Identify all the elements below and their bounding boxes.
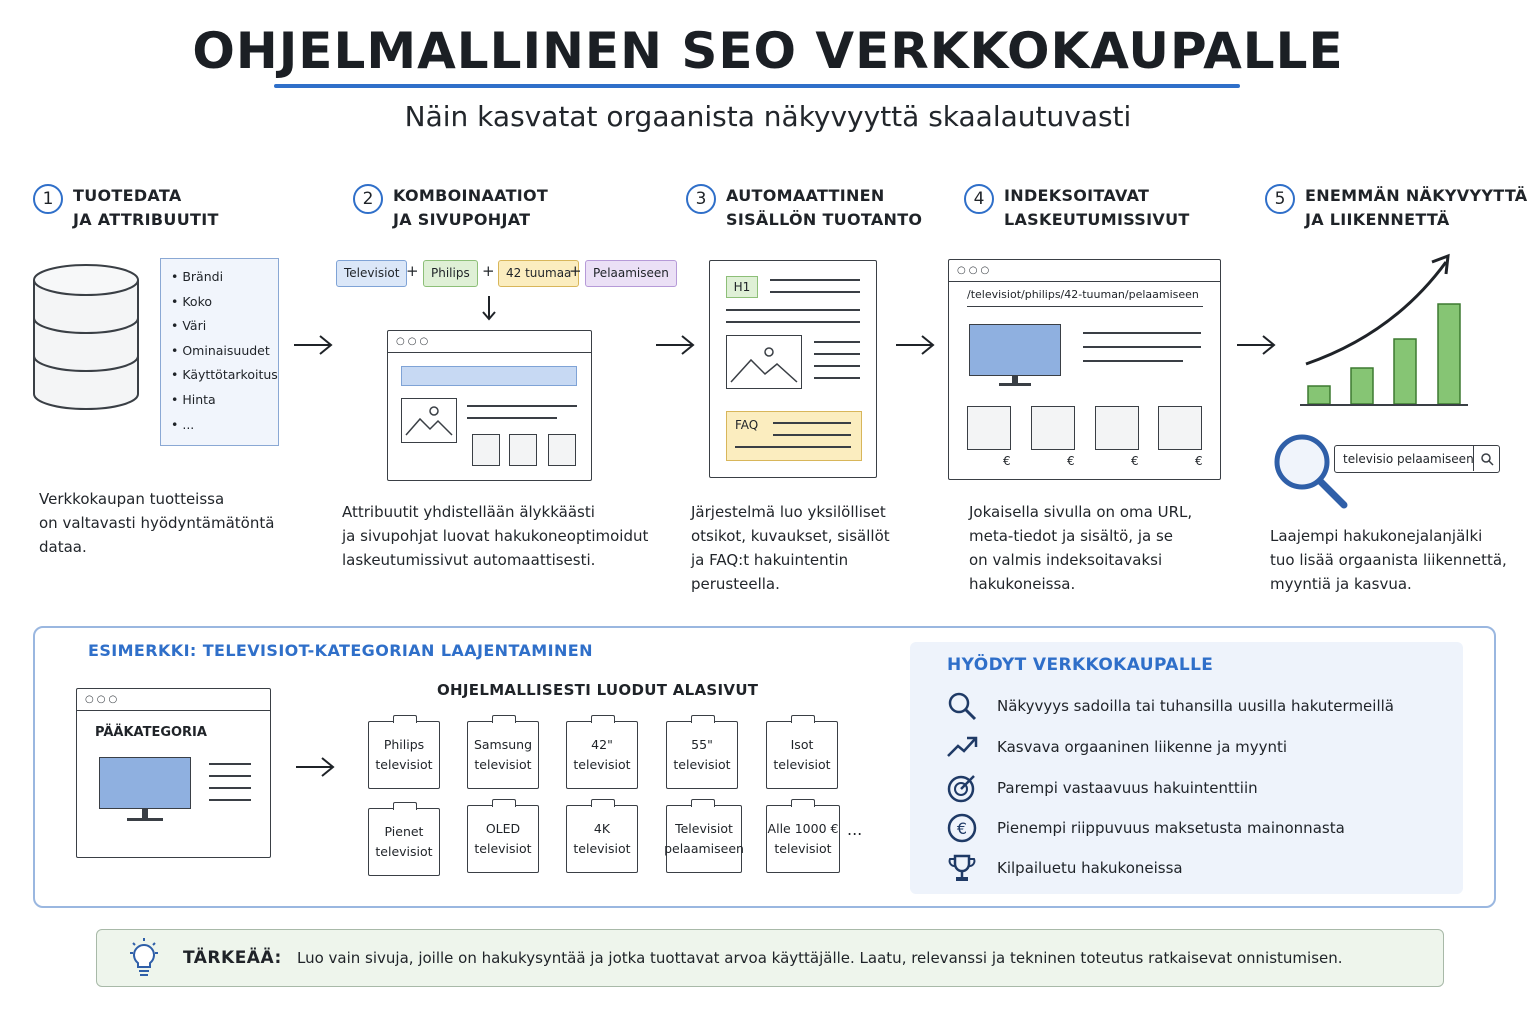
benefit-item: € Pienempi riippuvuus maksetusta mainonnasta bbox=[945, 813, 1345, 843]
step-number: 1 bbox=[33, 184, 63, 214]
search-query: televisio pelaamiseen bbox=[1343, 452, 1474, 466]
plus-sign: + bbox=[406, 262, 419, 280]
folder-item: Pienet televisiot bbox=[368, 808, 440, 876]
price-label: € bbox=[1195, 454, 1203, 468]
content-page-window bbox=[709, 260, 877, 478]
window-dots-icon: ○○○ bbox=[396, 336, 432, 347]
svg-text:€: € bbox=[956, 819, 968, 838]
database-icon bbox=[30, 262, 142, 412]
attribute-item: • Koko bbox=[171, 293, 213, 309]
step-1-description: Verkkokaupan tuotteissa on valtavasti hyödyntämätöntä dataa. bbox=[39, 490, 275, 556]
attribute-item: • Käyttötarkoitus bbox=[171, 367, 278, 383]
step-number: 4 bbox=[964, 184, 994, 214]
price-label: € bbox=[1067, 454, 1075, 468]
step-2-description: Attribuutit yhdistellään älykkäästi ja sivupohjat luovat hakukoneoptimoidut laskeutumissivut automaattisesti. bbox=[342, 503, 649, 569]
target-icon bbox=[946, 772, 978, 804]
ellipsis: ... bbox=[847, 820, 863, 839]
step-number: 2 bbox=[353, 184, 383, 214]
arrow-right-icon bbox=[292, 333, 334, 357]
tip-text: Luo vain sivuja, joille on hakukysyntää ja jotka tuottavat arvoa käyttäjälle. Laatu, relevanssi ja tekninen toteutus ratkaisevat onnistumisen. bbox=[297, 949, 1343, 967]
attribute-list bbox=[160, 258, 279, 446]
step-number: 5 bbox=[1265, 184, 1295, 214]
page-subtitle: Näin kasvatat orgaanista näkyvyyttä skaalautuvasti bbox=[404, 100, 1132, 133]
benefit-item: Näkyvyys sadoilla tai tuhansilla uusilla hakutermeillä bbox=[945, 691, 1394, 721]
step-5-header bbox=[1265, 184, 1528, 232]
image-placeholder-icon bbox=[727, 336, 801, 388]
arrow-down-icon bbox=[480, 294, 498, 322]
step-title: INDEKSOITAVAT LASKEUTUMISSIVUT bbox=[1004, 186, 1190, 229]
magnifier-icon bbox=[946, 690, 978, 722]
folder-item: Samsung televisiot bbox=[467, 721, 539, 789]
folder-item: 4K televisiot bbox=[566, 805, 638, 873]
tv-screen bbox=[969, 324, 1061, 376]
growth-chart-icon bbox=[1298, 250, 1470, 410]
benefits-title: HYÖDYT VERKKOKAUPALLE bbox=[947, 655, 1214, 675]
arrow-right-icon bbox=[654, 333, 696, 357]
euro-icon bbox=[946, 812, 978, 844]
price-label: € bbox=[1131, 454, 1139, 468]
folder-item: Televisiot pelaamiseen bbox=[666, 805, 742, 873]
benefit-item: Kasvava orgaaninen liikenne ja myynti bbox=[945, 732, 1287, 762]
attribute-item: • Ominaisuudet bbox=[171, 342, 270, 358]
step-3-description: Järjestelmä luo yksilölliset otsikot, kuvaukset, sisällöt ja FAQ:t hakuintentin perusteella. bbox=[691, 503, 890, 593]
chip-philips: Philips bbox=[423, 260, 478, 287]
step-4-header bbox=[964, 184, 1190, 232]
attribute-item: • ... bbox=[171, 416, 195, 432]
folder-item: 55" televisiot bbox=[666, 721, 738, 789]
folder-item: OLED televisiot bbox=[467, 805, 539, 873]
plus-sign: + bbox=[569, 262, 582, 280]
chip-42-tuumaa: 42 tuumaa bbox=[498, 260, 579, 287]
plus-sign: + bbox=[482, 262, 495, 280]
trophy-icon bbox=[946, 852, 978, 884]
step-5-description: Laajempi hakukonejalanjälki tuo lisää orgaanista liikennettä, myyntiä ja kasvua. bbox=[1270, 527, 1507, 593]
subpages-title: OHJELMALLISESTI LUODUT ALASIVUT bbox=[437, 681, 759, 699]
step-title: TUOTEDATA JA ATTRIBUUTIT bbox=[73, 186, 219, 229]
attribute-item: • Hinta bbox=[171, 391, 216, 407]
folder-item: Isot televisiot bbox=[766, 721, 838, 789]
step-1-header bbox=[33, 184, 219, 232]
example-title: ESIMERKKI: TELEVISIOT-KATEGORIAN LAAJENTAMINEN bbox=[88, 641, 593, 660]
step-title: ENEMMÄN NÄKYVYYTTÄ JA LIIKENNETTÄ bbox=[1305, 186, 1528, 229]
attribute-item: • Brändi bbox=[171, 269, 224, 284]
trend-up-icon bbox=[946, 734, 978, 760]
folder-item: Philips televisiot bbox=[368, 721, 440, 789]
folder-item: 42" televisiot bbox=[566, 721, 638, 789]
page-title: OHJELMALLINEN SEO VERKKOKAUPALLE bbox=[192, 22, 1344, 80]
tip-label: TÄRKEÄÄ: bbox=[183, 948, 282, 968]
chip-televisiot: Televisiot bbox=[336, 260, 407, 287]
main-category-window bbox=[76, 688, 271, 858]
benefit-item: Kilpailuetu hakukoneissa bbox=[945, 853, 1183, 883]
lightbulb-icon bbox=[126, 937, 162, 979]
page-template-window bbox=[387, 330, 592, 481]
h1-tag: H1 bbox=[726, 276, 758, 298]
image-placeholder-icon bbox=[402, 399, 456, 442]
search-icon bbox=[1480, 452, 1494, 466]
arrow-right-icon bbox=[1235, 333, 1277, 357]
step-4-description: Jokaisella sivulla on oma URL, meta-tiedot ja sisältö, ja se on valmis indeksoitavaksi hakukoneissa. bbox=[969, 503, 1193, 593]
faq-block bbox=[726, 411, 862, 461]
faq-label: FAQ bbox=[735, 418, 759, 432]
arrow-right-icon bbox=[894, 333, 936, 357]
arrow-right-icon bbox=[294, 755, 336, 779]
benefit-item: Parempi vastaavuus hakuintenttiin bbox=[945, 773, 1258, 803]
window-dots-icon: ○○○ bbox=[957, 265, 993, 276]
step-3-header bbox=[686, 184, 922, 232]
title-underline bbox=[274, 84, 1240, 88]
main-category-label: PÄÄKATEGORIA bbox=[95, 725, 207, 740]
step-2-header bbox=[353, 184, 548, 232]
landing-page-window bbox=[948, 259, 1221, 480]
attribute-item: • Väri bbox=[171, 318, 207, 334]
step-number: 3 bbox=[686, 184, 716, 214]
tv-screen bbox=[99, 757, 191, 809]
price-label: € bbox=[1003, 454, 1011, 468]
step-title: KOMBOINAATIOT JA SIVUPOHJAT bbox=[393, 186, 549, 229]
window-dots-icon: ○○○ bbox=[85, 694, 121, 705]
page-url: /televisiot/philips/42-tuuman/pelaamiseen bbox=[967, 288, 1199, 301]
folder-item: Alle 1000 € televisiot bbox=[766, 805, 840, 873]
chip-pelaamiseen: Pelaamiseen bbox=[585, 260, 677, 287]
step-title: AUTOMAATTINEN SISÄLLÖN TUOTANTO bbox=[726, 186, 923, 229]
